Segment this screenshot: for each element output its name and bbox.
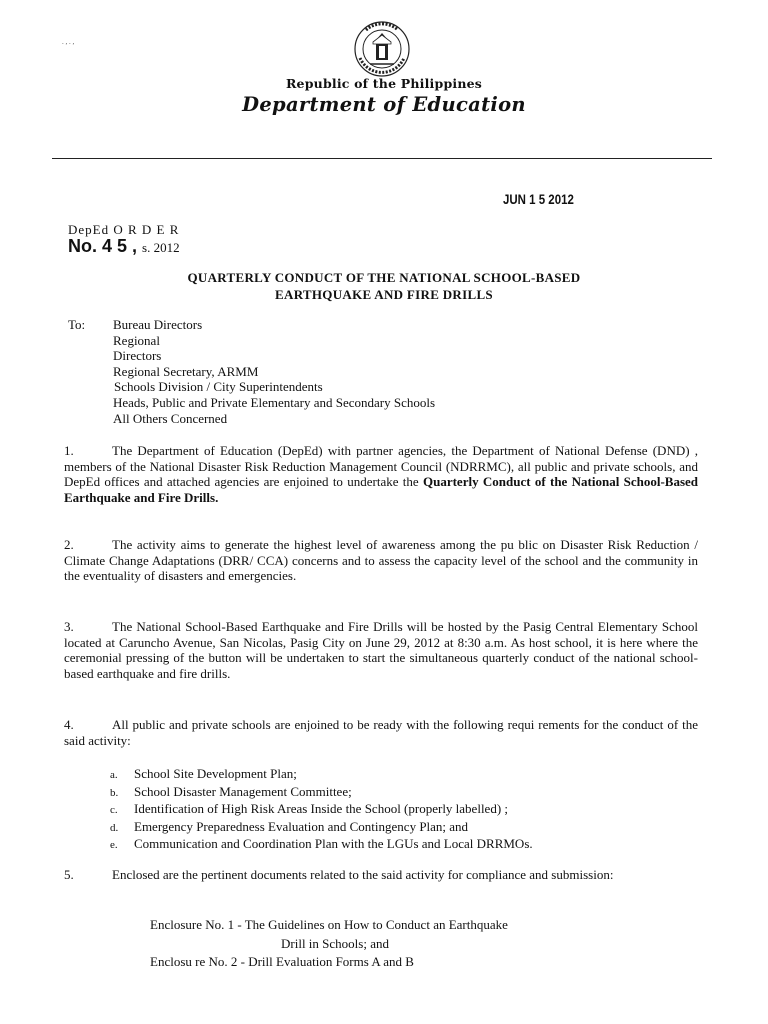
- list-item-text: School Disaster Management Committee;: [134, 783, 352, 799]
- enclosure-label: Enclosu re No. 2 -: [150, 954, 245, 969]
- list-item-letter: c.: [110, 804, 118, 817]
- order-label: DepEd O R D E R: [68, 222, 180, 237]
- recipient-item: Heads, Public and Private Elementary and Secondary Schools: [113, 394, 436, 410]
- republic-heading: Republic of the Philippines: [285, 76, 483, 91]
- list-item: [110, 784, 533, 802]
- enclosure-1: [150, 917, 508, 933]
- order-number-value: No. 4 5 ,: [68, 236, 138, 256]
- recipient-list: [113, 317, 435, 426]
- paragraph-1: [64, 443, 698, 505]
- enclosure-label: Enclosure No. 1 -: [150, 917, 242, 932]
- paragraph-emphasis: Quarterly Conduct of the National School-Based Earthquake and Fire Drills.: [64, 474, 699, 505]
- list-item: [110, 836, 533, 854]
- paragraph-text: The activity aims to generate the highest level of awareness among the pu blic on Disaster Risk Reduction / Climate Change Adaptations (DRR/ CCA) concerns and to assess the capacity level of the school and the community in the eventuality of disasters and emergencies.: [64, 537, 698, 584]
- paragraph-number: 5.: [64, 867, 74, 882]
- recipient-item: Schools Division / City Superintendents: [114, 379, 323, 395]
- recipient-item: All Others Concerned: [113, 410, 228, 426]
- paragraph-4: [64, 717, 698, 748]
- header-divider: [52, 158, 712, 159]
- to-label: To:: [68, 317, 86, 332]
- deped-seal-icon: [352, 20, 412, 78]
- recipient-item: Directors: [113, 348, 162, 364]
- list-item-text: Communication and Coordination Plan with the LGUs and Local DRRMOs.: [134, 836, 533, 852]
- paragraph-number: 1.: [64, 443, 74, 458]
- requirements-list: [110, 766, 533, 854]
- enclosure-text: The Guidelines on How to Conduct an Earthquake: [244, 917, 508, 932]
- paragraph-text: The Department of Education (DepEd) with partner agencies, the Department of National Defense (DND) , members of the National Disaster Risk Reduction Management Council (NDRRMC), all public and private schools, and DepEd offices and attached agencies are enjoined to undertake the: [64, 443, 698, 490]
- list-item-text: Identification of High Risk Areas Inside the School (properly labelled) ;: [134, 801, 509, 817]
- recipient-item: Regional Secretary, ARMM: [113, 363, 259, 379]
- paragraph-text: Enclosed are the pertinent documents related to the said activity for compliance and submission:: [112, 867, 614, 882]
- order-series: s. 2012: [142, 240, 180, 255]
- enclosure-1-continuation: Drill in Schools; and: [281, 936, 389, 951]
- enclosure-2: [150, 954, 414, 970]
- list-item-text: Emergency Preparedness Evaluation and Contingency Plan; and: [134, 818, 469, 834]
- paragraph-2: [64, 537, 698, 584]
- corner-mark: . , . ,: [62, 38, 75, 46]
- list-item-letter: a.: [110, 769, 118, 781]
- department-heading: Department of Education: [242, 93, 526, 116]
- recipient-item: Regional: [113, 332, 160, 348]
- list-item-text: School Site Development Plan;: [134, 766, 297, 781]
- order-date: JUN 1 5 2012: [503, 191, 574, 207]
- list-item: [110, 801, 533, 819]
- order-number: [68, 236, 180, 257]
- paragraph-3: [64, 619, 698, 681]
- paragraph-number: 4.: [64, 717, 74, 732]
- enclosure-text: Drill Evaluation Forms A and B: [248, 954, 414, 969]
- paragraph-number: 2.: [64, 537, 74, 552]
- recipient-item: Bureau Directors: [113, 317, 203, 332]
- list-item-letter: b.: [110, 786, 119, 799]
- list-item-letter: e.: [110, 839, 118, 852]
- paragraph-5: [64, 867, 698, 883]
- order-title-line2: EARTHQUAKE AND FIRE DRILLS: [275, 287, 493, 302]
- order-title-line1: QUARTERLY CONDUCT OF THE NATIONAL SCHOOL-BASED: [187, 270, 581, 285]
- paragraph-text: All public and private schools are enjoined to be ready with the following requi rements for the conduct of the said activity:: [64, 717, 698, 748]
- paragraph-text: The National School-Based Earthquake and Fire Drills will be hosted by the Pasig Central Elementary School located at Caruncho Avenue, San Nicolas, Pasig City on June 29, 2012 at 8:30 a.m. As host school, it is here where the ceremonial pressing of the button will be undertaken to start the simultaneous quarterly conduct of the national school-based earthquake and fire drills.: [64, 619, 698, 681]
- list-item-letter: d.: [110, 821, 119, 834]
- list-item: [110, 819, 533, 837]
- paragraph-number: 3.: [64, 619, 74, 634]
- list-item: [110, 766, 533, 784]
